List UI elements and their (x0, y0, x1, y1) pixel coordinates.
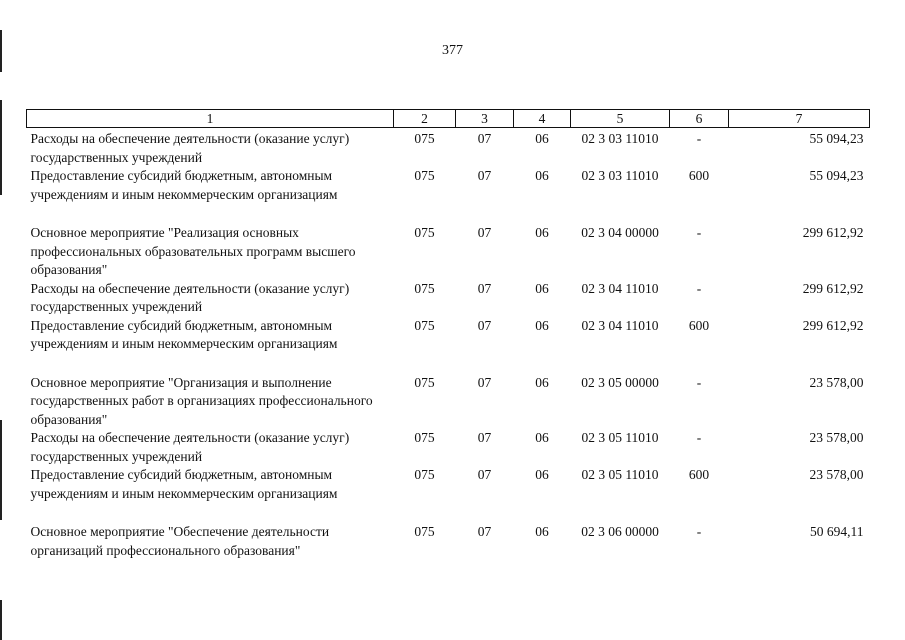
row-amount: 55 094,23 (809, 168, 864, 183)
row-subsection-code: 06 (535, 131, 549, 146)
row-name: Расходы на обеспечение деятельности (оказание услуг) государственных учреждений (30, 131, 350, 165)
row-subsection-code: 06 (535, 524, 549, 539)
row-name: Предоставление субсидий бюджетным, автономным учреждениям и иным некоммерческим организациям (30, 467, 338, 501)
table-row (27, 167, 870, 224)
table-row (27, 429, 870, 466)
row-target-article: 02 3 05 11010 (581, 430, 659, 445)
row-name: Основное мероприятие "Обеспечение деятельности организаций профессионального образования" (30, 524, 330, 558)
row-expense-type: - (696, 430, 702, 445)
scan-edge-mark (0, 100, 2, 195)
row-expense-type: - (696, 524, 702, 539)
page-number: 377 (442, 43, 463, 58)
scan-edge-mark (0, 420, 2, 520)
row-expense-type: - (696, 280, 702, 296)
row-subsection-code: 06 (535, 280, 549, 296)
table-row (27, 374, 870, 430)
row-ministry-code: 075 (414, 374, 435, 390)
column-header: 7 (729, 110, 870, 128)
row-expense-type: 600 (688, 317, 710, 333)
row-amount: 299 612,92 (802, 317, 864, 333)
row-section-code: 07 (477, 168, 492, 183)
row-amount: 23 578,00 (809, 430, 864, 445)
row-expense-type: - (696, 131, 702, 146)
row-subsection-code: 06 (535, 467, 549, 482)
row-ministry-code: 075 (414, 467, 435, 482)
column-header: 1 (27, 110, 394, 128)
row-section-code: 07 (477, 131, 492, 146)
scan-edge-mark (0, 600, 2, 640)
row-subsection-code: 06 (535, 168, 549, 183)
table-row (27, 317, 870, 374)
row-section-code: 07 (477, 467, 492, 482)
row-expense-type: 600 (688, 467, 710, 482)
row-ministry-code: 075 (414, 168, 435, 183)
row-amount: 50 694,11 (810, 524, 864, 539)
table-row (27, 128, 870, 168)
table-row (27, 280, 870, 317)
row-name: Предоставление субсидий бюджетным, автономным учреждениям и иным некоммерческим организациям (30, 317, 338, 351)
row-name: Расходы на обеспечение деятельности (оказание услуг) государственных учреждений (30, 280, 350, 314)
row-name: Основное мероприятие "Организация и выполнение государственных работ в организациях профессионального образования" (30, 374, 373, 427)
row-ministry-code: 075 (414, 430, 435, 445)
row-subsection-code: 06 (535, 317, 549, 333)
row-section-code: 07 (477, 430, 492, 445)
row-section-code: 07 (477, 374, 492, 390)
row-section-code: 07 (477, 225, 492, 240)
row-ministry-code: 075 (414, 524, 435, 539)
column-header: 5 (571, 110, 670, 128)
row-name: Расходы на обеспечение деятельности (оказание услуг) государственных учреждений (30, 430, 350, 464)
row-section-code: 07 (477, 317, 492, 333)
row-ministry-code: 075 (414, 131, 435, 146)
row-amount: 299 612,92 (802, 225, 864, 240)
row-ministry-code: 075 (414, 225, 435, 240)
row-name: Предоставление субсидий бюджетным, автономным учреждениям и иным некоммерческим организациям (30, 168, 338, 202)
row-subsection-code: 06 (535, 374, 549, 390)
table-header-row (27, 110, 870, 128)
row-amount: 23 578,00 (809, 467, 864, 482)
column-header: 6 (670, 110, 729, 128)
row-amount: 55 094,23 (809, 131, 864, 146)
table-row (27, 224, 870, 280)
table-row (27, 523, 870, 560)
row-target-article: 02 3 06 00000 (581, 524, 659, 539)
column-header: 2 (394, 110, 456, 128)
row-target-article: 02 3 03 11010 (581, 131, 659, 146)
row-amount: 23 578,00 (809, 374, 864, 390)
row-section-code: 07 (477, 524, 492, 539)
row-ministry-code: 075 (414, 317, 435, 333)
row-section-code: 07 (477, 280, 492, 296)
row-expense-type: - (696, 374, 702, 390)
row-subsection-code: 06 (535, 430, 549, 445)
row-target-article: 02 3 05 00000 (581, 374, 659, 390)
row-target-article: 02 3 05 11010 (581, 467, 659, 482)
row-ministry-code: 075 (414, 280, 435, 296)
row-subsection-code: 06 (535, 225, 549, 240)
column-header: 3 (456, 110, 514, 128)
row-expense-type: 600 (688, 168, 710, 183)
row-target-article: 02 3 04 00000 (581, 225, 659, 240)
row-target-article: 02 3 04 11010 (581, 317, 659, 333)
row-target-article: 02 3 03 11010 (581, 168, 659, 183)
row-amount: 299 612,92 (802, 280, 864, 296)
row-target-article: 02 3 04 11010 (581, 280, 659, 296)
row-expense-type: - (696, 225, 702, 240)
budget-table (26, 109, 870, 560)
column-header: 4 (514, 110, 571, 128)
table-row (27, 466, 870, 523)
row-name: Основное мероприятие "Реализация основных профессиональных образовательных программ высшего образования" (30, 225, 356, 277)
